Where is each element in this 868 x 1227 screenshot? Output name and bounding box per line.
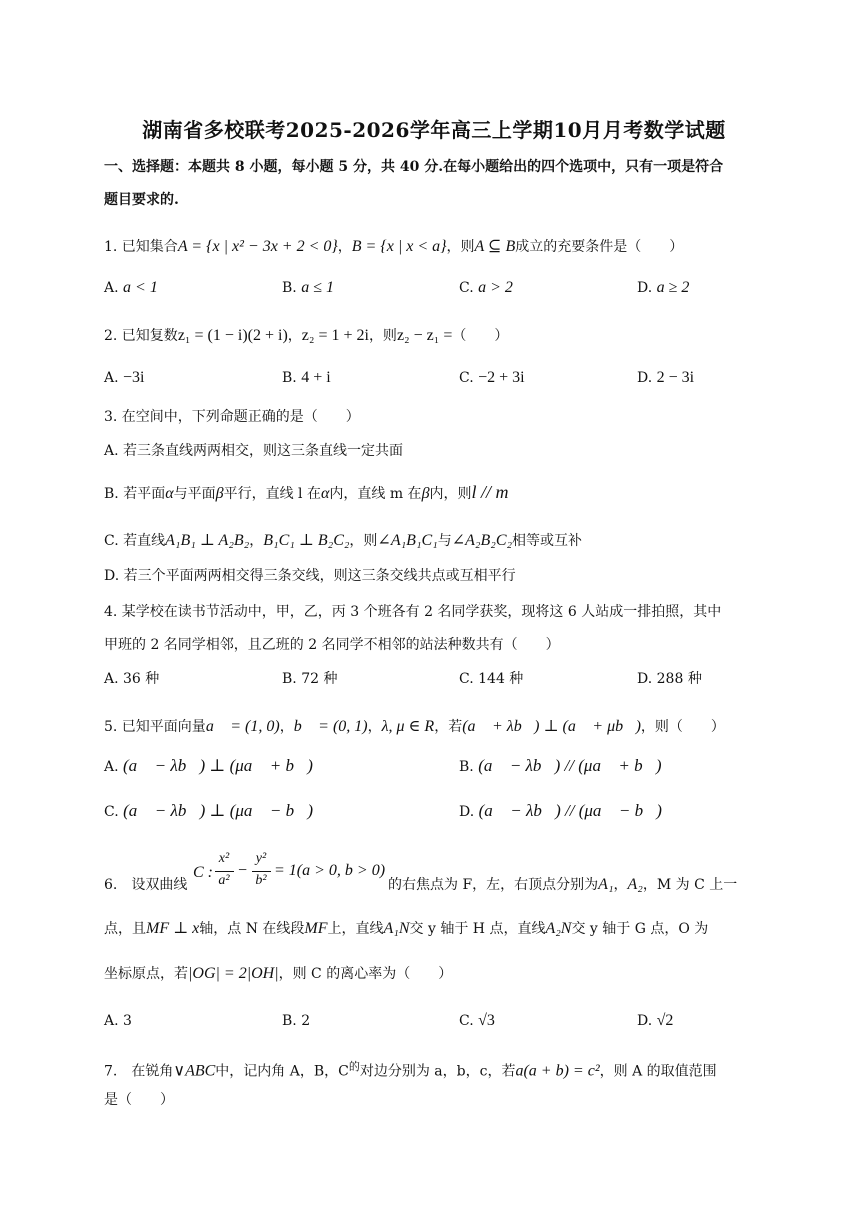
option-label: A. (104, 1013, 119, 1029)
option-label: B. (282, 370, 297, 386)
option-label: B. (282, 1013, 297, 1029)
option-text: (a⃗ − λb⃗) // (μa⃗ + b⃗) (478, 756, 662, 775)
option-label: B. (459, 759, 474, 775)
q5-stem-c: ，则（ ） (640, 719, 725, 735)
q7-text-de: 的 (348, 1060, 360, 1073)
option-text: a ≤ 1 (301, 279, 334, 296)
q2-option-b (282, 369, 331, 387)
q6-denominator-b: b² (255, 873, 267, 888)
question-7-line-1 (104, 1058, 774, 1081)
q6-separator: ， (613, 877, 628, 893)
option-label: D. (637, 280, 653, 296)
q6-line-1-rest (388, 876, 737, 894)
q5-option-d (459, 802, 662, 821)
option-label: C. (459, 1013, 474, 1029)
q6-l2-a2n: A₂N (545, 920, 572, 937)
q3-b-text-1: B. 若平面 (104, 486, 166, 502)
q3-b-text-2: 与平面 (173, 486, 216, 502)
option-text: √2 (656, 1012, 674, 1029)
question-2-stem (104, 327, 774, 345)
question-3-stem: 3. 在空间中，下列命题正确的是（ ） (104, 409, 360, 425)
q2-z1: z₁ = (1 − i)(2 + i) (177, 327, 288, 344)
q2-option-a (104, 369, 144, 387)
q2-option-c (459, 369, 525, 387)
q3-c-angle-1: ∠A₁B₁C₁ (377, 532, 438, 549)
option-label: B. (282, 280, 297, 296)
option-label: D. (637, 370, 653, 386)
q5-comma: ， (279, 719, 294, 735)
q3-c-perp-2: B₁C₁ ⊥ B₂C₂ (263, 532, 350, 549)
q3-c-text-2: ，则 (349, 533, 378, 549)
q1-stem-c: 成立的充要条件是（ ） (515, 239, 684, 255)
q6-l2-mf: MF ⊥ x (146, 920, 200, 937)
option-text: √3 (478, 1012, 495, 1029)
option-text: a > 2 (478, 279, 513, 296)
q1-option-b (282, 279, 334, 297)
q2-stem-c: （ ） (452, 328, 509, 344)
q4-option-c (459, 670, 523, 688)
q1-stem-b: ，则 (446, 239, 475, 255)
q7-text-d: ，则 A 的取值范围 (599, 1063, 717, 1080)
option-text: 288 种 (656, 671, 702, 687)
q6-l2-a: 点，且 (104, 921, 146, 937)
q6-l2-c: 上，直线 (327, 921, 384, 937)
q6-option-d (637, 1012, 673, 1030)
question-4-line-2: 甲班的 2 名同学相邻，且乙班的 2 名同学不相邻的站法种数共有（ ） (104, 637, 560, 653)
q5-option-c (104, 802, 313, 821)
option-text: a < 1 (123, 279, 158, 296)
q3-b-alpha-2: α (320, 485, 330, 502)
q2-stem-b: ，则 (368, 328, 397, 344)
q4-option-a (104, 670, 159, 688)
q6-option-c (459, 1012, 495, 1030)
q7-text-a: 7. 在锐角 (104, 1063, 174, 1080)
q3-option-b (104, 483, 774, 503)
option-label: D. (637, 1013, 653, 1029)
option-text: 2 (301, 1013, 311, 1029)
q6-l2-d: 交 y 轴于 H 点，直线 (409, 921, 546, 937)
q1-set-a: A = {x | x² − 3x + 2 < 0} (177, 238, 338, 255)
option-label: C. (459, 671, 474, 687)
q6-l2-a1n: A₁N (383, 920, 410, 937)
section-heading-line-1: 一、选择题：本题共 8 小题，每小题 5 分，共 40 分.在每小题给出的四个选项中，只有一项是符合 (104, 159, 724, 175)
option-text: (a⃗ − λb⃗) // (μa⃗ − b⃗) (478, 801, 662, 820)
q6-stem-a: 6. 设双曲线 (104, 877, 188, 893)
q2-expression: z₂ − z₁ = (396, 327, 453, 344)
section-heading-line-2: 题目要求的. (104, 192, 179, 208)
q3-c-perp-1: A₁B₁ ⊥ A₂B₂ (165, 532, 250, 549)
option-text: a ≥ 2 (656, 279, 690, 296)
option-label: D. (459, 804, 475, 820)
option-text: −2 + 3i (478, 369, 525, 386)
q3-c-text-4: 相等或互补 (512, 533, 583, 549)
option-text: −3i (123, 369, 145, 386)
q6-text-c: ，M 为 C 上一 (642, 877, 738, 893)
q6-option-a (104, 1012, 132, 1030)
q6-l2-b: 轴，点 N 在线段 (199, 921, 305, 937)
option-label: C. (459, 370, 474, 386)
q6-l3-b: ，则 C 的离心率为（ ） (278, 966, 453, 982)
option-label: C. (104, 804, 119, 820)
question-1-stem (104, 238, 774, 256)
q3-b-parallel: l // m (471, 482, 509, 502)
q3-c-angle-2: ∠A₂B₂C₂ (451, 532, 513, 549)
option-text: 144 种 (478, 671, 524, 687)
q7-text-b: 中，记内角 A，B，C (215, 1063, 349, 1080)
option-label: D. (637, 671, 653, 687)
q5-comma-2: ， (367, 719, 382, 735)
q3-b-alpha: α (165, 485, 174, 502)
q6-text-b: 的右焦点为 F，左，右顶点分别为 (388, 877, 599, 893)
q3-option-d: D. 若三个平面两两相交得三条交线，则这三条交线共点或互相平行 (104, 568, 516, 584)
option-text: (a⃗ − λb⃗) ⊥ (μa⃗ − b⃗) (123, 801, 313, 820)
q5-stem-b: ，若 (434, 719, 463, 735)
q5-option-a (104, 757, 313, 776)
q4-option-d (637, 670, 702, 688)
q1-condition: A ⊆ B (474, 238, 516, 255)
question-5-stem (104, 718, 774, 736)
q1-option-a (104, 279, 158, 297)
q1-stem-a: 1. 已知集合 (104, 239, 178, 255)
option-label: A. (104, 759, 119, 775)
q6-denominator-a: a² (218, 873, 230, 888)
option-label: A. (104, 671, 119, 687)
question-4-line-1: 4. 某学校在读书节活动中，甲，乙，丙 3 个班各有 2 名同学获奖，现将这 6 人站成一排拍照，其中 (104, 604, 722, 620)
q5-stem-a: 5. 已知平面向量 (104, 719, 206, 735)
question-6-line-2 (104, 920, 774, 938)
q1-comma: ， (337, 239, 352, 255)
q3-option-c (104, 532, 774, 550)
q6-numerator-x: x² (218, 851, 230, 866)
q3-b-text-3: 平行，直线 l 在 (223, 486, 321, 502)
q3-b-beta: β (215, 485, 224, 502)
option-label: B. (282, 671, 297, 687)
q2-option-d (637, 369, 694, 387)
q3-c-text-1: C. 若直线 (104, 533, 166, 549)
q2-comma: ， (287, 328, 302, 344)
q1-option-d (637, 279, 689, 297)
q3-c-text-3: 与 (437, 533, 452, 549)
q6-equation-rhs: = 1(a > 0, b > 0) (274, 862, 386, 879)
option-text: 36 种 (123, 671, 160, 687)
page-title: 湖南省多校联考2025-2026学年高三上学期10月月考数学试题 (142, 118, 726, 142)
q6-l2-mf2: MF (304, 920, 328, 937)
q5-option-b (459, 757, 662, 776)
q1-set-b: B = {x | x < a} (351, 238, 447, 255)
question-6-line-1 (104, 851, 774, 898)
option-text: 72 种 (301, 671, 338, 687)
option-label: C. (459, 280, 474, 296)
option-label: A. (104, 280, 119, 296)
q3-b-beta-2: β (421, 485, 430, 502)
q7-equation: a(a + b) = c² (515, 1062, 600, 1080)
q3-c-comma: ， (249, 533, 264, 549)
q6-l3-equation: |OG| = 2|OH| (188, 965, 279, 982)
q5-vector-a: a⃗ = (1, 0) (205, 718, 280, 735)
q4-option-b (282, 670, 337, 688)
q2-stem-a: 2. 已知复数 (104, 328, 178, 344)
q7-text-c: 对边分别为 a，b，c，若 (359, 1063, 516, 1080)
q6-l2-e: 交 y 轴于 G 点，O 为 (571, 921, 709, 937)
q3-b-text-4: 内，直线 m 在 (329, 486, 422, 502)
q7-triangle: ∨ABC (173, 1062, 216, 1080)
q5-condition: (a⃗ + λb⃗) ⊥ (a⃗ + μb⃗) (462, 718, 641, 735)
q6-l3-a: 坐标原点，若 (104, 966, 188, 982)
q3-b-text-5: 内，则 (429, 486, 472, 502)
q5-lambda-mu: λ, μ ∈ R (381, 718, 435, 735)
q6-option-b (282, 1012, 310, 1030)
q1-option-c (459, 279, 513, 297)
option-text: (a⃗ − λb⃗) ⊥ (μa⃗ + b⃗) (123, 756, 313, 775)
q6-vertex-a2: A₂ (627, 876, 643, 893)
q6-minus: − (238, 862, 248, 879)
option-text: 3 (123, 1013, 132, 1029)
q6-curve-name: C : (193, 864, 213, 881)
question-6-line-3 (104, 965, 774, 983)
option-label: A. (104, 370, 119, 386)
question-7-line-2: 是（ ） (104, 1092, 174, 1108)
q2-z2: z₂ = 1 + 2i (301, 327, 369, 344)
option-text: 2 − 3i (656, 369, 695, 386)
option-text: 4 + i (301, 369, 331, 386)
q6-numerator-y: y² (255, 851, 267, 866)
q6-vertex-a1: A₁ (598, 876, 614, 893)
q5-vector-b: b⃗ = (0, 1) (293, 718, 368, 735)
q3-option-a: A. 若三条直线两两相交，则这三条直线一定共面 (104, 443, 404, 459)
